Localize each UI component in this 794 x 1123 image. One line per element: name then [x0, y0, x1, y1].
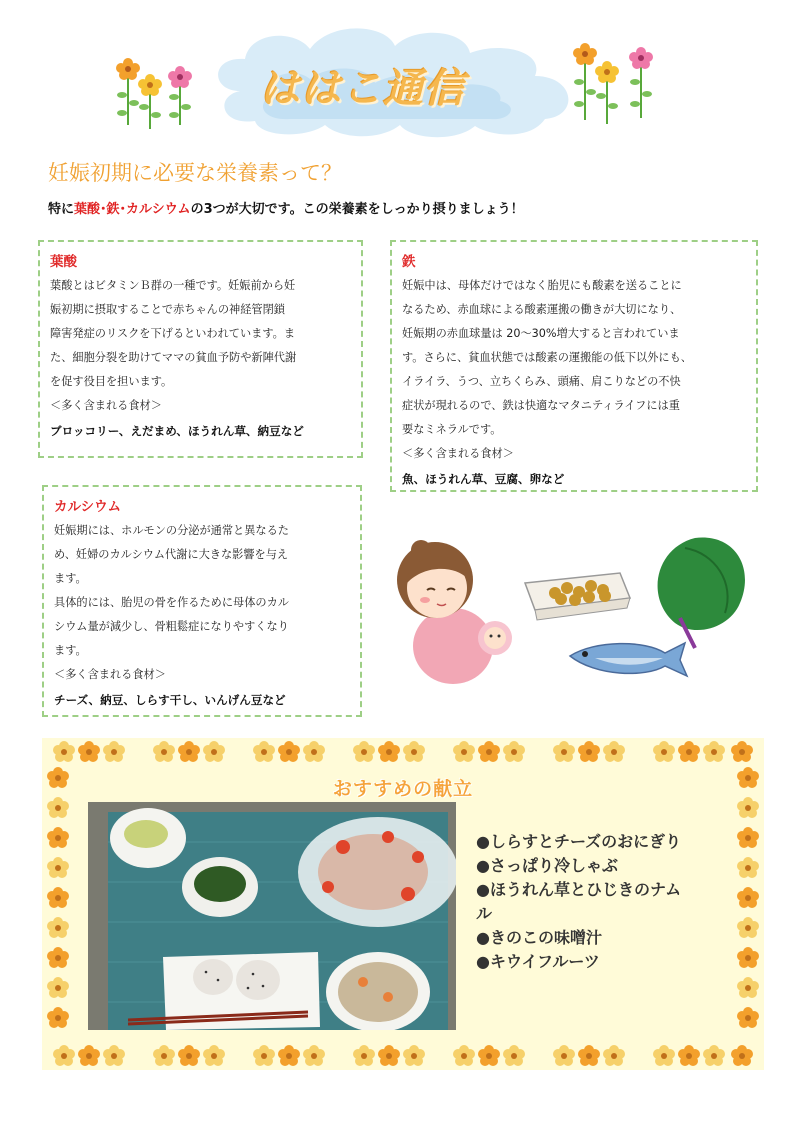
folate-heading: 葉酸: [50, 254, 77, 270]
iron-foods-label: ＜多く含まれる食材＞: [402, 447, 514, 460]
menu-item-list: [476, 830, 746, 974]
folate-body: 葉酸とはビタミンＢ群の一種です。妊娠前から妊 娠初期に摂取することで赤ちゃんの神経管閉鎖 障害発症のリスクを下げるといわれています。ま た、細胞分裂を助けてママの貧血予防や新陣代謝 を促す役目を担います。: [50, 279, 297, 388]
iron-body: 妊娠中は、母体だけではなく胎児にも酸素を送ることに なるため、赤血球による酸素運搬の働きが大切になり、 妊娠期の赤血球量は 20～30%増大すると言われていま す。さらに、貧血状態では酸素の運搬能の低下以外にも、 イライラ、うつ、立ちくらみ、頭痛、肩こりなどの不快 症状が現れるので、鉄は快適なマタニティライフには重 要なミネラルです。: [402, 279, 692, 436]
recommended-menu: [42, 738, 764, 1070]
iron-foods: 魚、ほうれん草、豆腐、卵など: [402, 472, 565, 486]
calcium-box: [42, 485, 362, 717]
section-subtitle: 妊娠初期に必要な栄養素って？: [48, 161, 342, 185]
pregnant-woman-icon: [397, 540, 512, 684]
lead-highlight: 葉酸･鉄･カルシウム: [74, 202, 191, 217]
menu-item: ●ほうれん草とひじきのナム: [476, 880, 682, 899]
flowers-left-icon: [110, 53, 195, 133]
natto-icon: [525, 573, 630, 620]
menu-item: ●きのこの味噌汁: [476, 928, 602, 947]
meal-photo: [88, 802, 456, 1030]
calcium-heading: カルシウム: [54, 499, 122, 515]
calcium-foods: チーズ、納豆、しらす干し、いんげん豆など: [54, 693, 286, 707]
lead-post: の3つが大切です。この栄養素をしっかり摂りましょう！: [190, 202, 524, 217]
folate-foods: ブロッコリー、えだまめ、ほうれん草、納豆など: [50, 424, 304, 438]
calcium-body: 妊娠期には、ホルモンの分泌が通常と異なるた め、妊婦のカルシウム代謝に大きな影響を与え ます。 具体的には、胎児の骨を作るために母体のカル シウム量が減少し、骨粗鬆症になりやすくなり ます。: [54, 524, 289, 657]
flowers-right-icon: [565, 40, 660, 130]
calcium-foods-label: ＜多く含まれる食材＞: [54, 668, 166, 681]
iron-heading: 鉄: [402, 254, 416, 270]
food-illustrations: [395, 528, 780, 688]
menu-item: ●さっぱり冷しゃぶ: [476, 856, 618, 875]
lead-text: [48, 198, 524, 217]
page-header: [110, 15, 670, 145]
folate-box: [38, 240, 363, 458]
folate-foods-label: ＜多く含まれる食材＞: [50, 399, 162, 412]
menu-item: ●しらすとチーズのおにぎり: [476, 832, 682, 851]
iron-box: [390, 240, 758, 492]
lead-pre: 特に: [48, 202, 75, 217]
fish-icon: [570, 643, 687, 676]
menu-title: おすすめの献立: [332, 778, 474, 800]
menu-item: ●キウイフルーツ: [476, 952, 600, 971]
newsletter-title: ははこ通信: [260, 66, 465, 112]
spinach-icon: [658, 538, 745, 648]
menu-item: ル: [476, 904, 493, 923]
